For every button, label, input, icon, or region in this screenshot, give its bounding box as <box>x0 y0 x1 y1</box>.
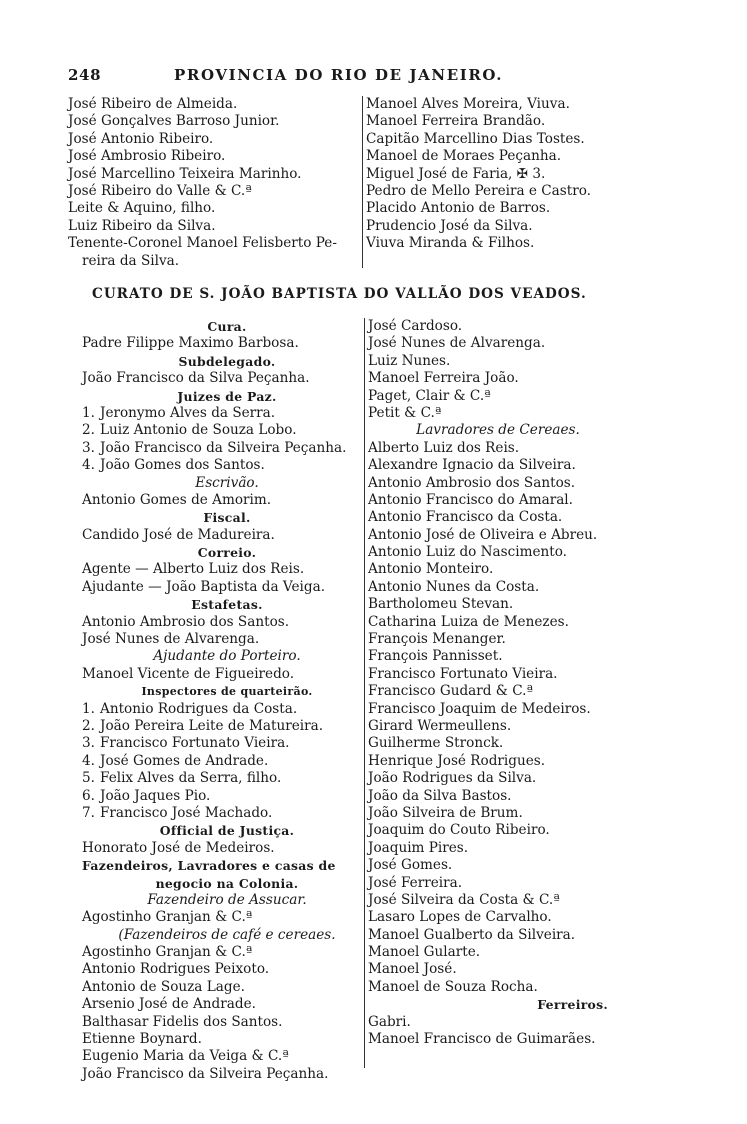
juizes-heading: Juizes de Paz. <box>177 388 277 404</box>
list-item: Antonio Gomes de Amorim. <box>82 491 272 508</box>
list-item: João Rodrigues da Silva. <box>368 770 537 787</box>
list-item: Antonio Nunes da Costa. <box>368 578 540 595</box>
list-item: 3. Francisco Fortunato Vieira. <box>82 735 290 752</box>
list-item: Miguel José de Faria, ✠ 3. <box>366 165 546 182</box>
list-item: Gabri. <box>368 1013 411 1030</box>
list-item: Capitão Marcellino Dias Tostes. <box>366 130 585 147</box>
list-item: Antonio Francisco do Amaral. <box>368 491 573 508</box>
list-item: Antonio Ambrosio dos Santos. <box>82 613 290 630</box>
list-item: 1. Antonio Rodrigues da Costa. <box>82 700 298 717</box>
list-item: Antonio Ambrosio dos Santos. <box>368 474 576 491</box>
estafetas-heading: Estafetas. <box>191 597 263 613</box>
list-item: Francisco Gudard & C.ª <box>368 683 533 700</box>
list-item: Placido Antonio de Barros. <box>366 200 551 217</box>
list-item: Antonio Luiz do Nascimento. <box>368 544 568 561</box>
list-item: Padre Filippe Maximo Barbosa. <box>82 335 299 352</box>
list-item: José Antonio Ribeiro. <box>68 130 214 147</box>
list-item: Francisco Fortunato Vieira. <box>368 665 558 682</box>
list-item: Agostinho Granjan & C.ª <box>82 944 253 961</box>
section-title: CURATO DE S. JOÃO BAPTISTA DO VALLÃO DOS VEADOS. <box>92 286 587 302</box>
cereaes-heading: Lavradores de Cereaes. <box>416 422 580 439</box>
list-item: José Ferreira. <box>368 874 463 891</box>
list-item: Manoel Alves Moreira, Viuva. <box>366 96 570 112</box>
list-item: José Cardoso. <box>368 318 463 334</box>
list-item: Luiz Nunes. <box>368 352 451 369</box>
list-item: Ajudante — João Baptista da Veiga. <box>82 578 326 595</box>
list-item: Manoel Vicente de Figueiredo. <box>82 665 295 682</box>
list-item: José Nunes de Alvarenga. <box>82 631 260 648</box>
fiscal-heading: Fiscal. <box>203 510 251 526</box>
list-item: Viuva Miranda & Filhos. <box>366 235 535 252</box>
list-item: Manoel Ferreira Brandão. <box>366 113 546 130</box>
list-item: Joaquim Pires. <box>368 839 469 856</box>
list-item: Antonio de Souza Lage. <box>82 978 245 995</box>
list-item: Bartholomeu Stevan. <box>368 596 514 613</box>
ferreiros-heading: Ferreiros. <box>537 997 608 1013</box>
list-item: Lasaro Lopes de Carvalho. <box>368 909 552 926</box>
list-item: Manoel de Souza Rocha. <box>368 978 538 995</box>
list-item: François Pannisset. <box>368 648 503 665</box>
list-item: Candido José de Madureira. <box>82 526 275 543</box>
cafe-heading: (Fazendeiros de café e cereaes. <box>118 926 336 943</box>
list-item: Henrique José Rodrigues. <box>368 752 546 769</box>
list-item: 3. João Francisco da Silveira Peçanha. <box>82 439 347 456</box>
inspectores-heading: Inspectores de quarteirão. <box>141 685 313 699</box>
list-item: Antonio Monteiro. <box>368 561 494 578</box>
list-item: José Ribeiro de Almeida. <box>68 96 238 112</box>
list-item: João da Silva Bastos. <box>368 787 512 804</box>
list-item: Balthasar Fidelis dos Santos. <box>82 1013 283 1030</box>
list-item: Manoel Francisco de Guimarães. <box>368 1031 596 1048</box>
list-item: José Silveira da Costa & C.ª <box>368 891 560 908</box>
left-column <box>82 318 372 1083</box>
list-item: José Marcellino Teixeira Marinho. <box>68 165 302 182</box>
list-item: 2. João Pereira Leite de Matureira. <box>82 717 324 734</box>
list-item: Alexandre Ignacio da Silveira. <box>368 457 576 474</box>
list-item: 7. Francisco José Machado. <box>82 804 273 821</box>
list-item: Pedro de Mello Pereira e Castro. <box>366 182 591 199</box>
list-item: Alberto Luiz dos Reis. <box>368 439 520 456</box>
list-item: Arsenio José de Andrade. <box>82 996 256 1013</box>
list-item: Manoel Gularte. <box>368 944 481 961</box>
list-item: Girard Wermeullens. <box>368 717 512 734</box>
list-item: Manoel Gualberto da Silveira. <box>368 926 576 943</box>
list-item: José Nunes de Alvarenga. <box>368 335 546 352</box>
column-divider <box>364 318 365 1068</box>
porteiro-heading: Ajudante do Porteiro. <box>153 648 301 665</box>
list-item: Tenente-Coronel Manoel Felisberto Pe- <box>68 235 337 252</box>
list-item: Leite & Aquino, filho. <box>68 200 216 217</box>
list-item: Petit & C.ª <box>368 404 442 421</box>
assucar-heading: Fazendeiro de Assucar. <box>147 891 307 908</box>
list-item: Guilherme Stronck. <box>368 735 504 752</box>
subdelegado-heading: Subdelegado. <box>178 353 276 369</box>
list-item: Joaquim do Couto Ribeiro. <box>368 822 550 839</box>
list-item: João Francisco da Silva Peçanha. <box>82 370 310 387</box>
right-column <box>368 318 628 1048</box>
list-item: Agostinho Granjan & C.ª <box>82 909 253 926</box>
cura-heading: Cura. <box>207 319 247 334</box>
list-item: José Gomes. <box>368 857 453 874</box>
list-item: 1. Jeronymo Alves da Serra. <box>82 404 276 421</box>
list-item: José Ribeiro do Valle & C.ª <box>68 182 252 199</box>
fazendeiros-heading-cont: negocio na Colonia. <box>155 875 299 891</box>
list-item: José Gonçalves Barroso Junior. <box>68 113 280 130</box>
list-item: Manoel de Moraes Peçanha. <box>366 148 562 165</box>
list-item: Catharina Luiza de Menezes. <box>368 613 569 630</box>
list-item-continuation: reira da Silva. <box>82 252 180 269</box>
list-item: Manoel Ferreira João. <box>368 370 519 387</box>
list-item: José Ambrosio Ribeiro. <box>68 148 226 165</box>
justica-heading: Official de Justiça. <box>159 823 295 839</box>
fazendeiros-heading: Fazendeiros, Lavradores e casas de <box>82 858 336 874</box>
top-left-list <box>68 96 358 270</box>
list-item: Manoel José. <box>368 961 457 978</box>
list-item: 5. Felix Alves da Serra, filho. <box>82 770 282 787</box>
list-item: Agente — Alberto Luiz dos Reis. <box>82 561 305 578</box>
list-item: Etienne Boynard. <box>82 1031 202 1048</box>
list-item: Paget, Clair & C.ª <box>368 387 491 404</box>
list-item: Antonio Rodrigues Peixoto. <box>82 961 270 978</box>
correio-heading: Correio. <box>197 545 257 561</box>
escrivao-heading: Escrivão. <box>195 474 259 491</box>
list-item: Honorato José de Medeiros. <box>82 839 275 856</box>
list-item: 4. João Gomes dos Santos. <box>82 457 265 474</box>
list-item: Antonio Francisco da Costa. <box>368 509 563 526</box>
running-title: PROVINCIA DO RIO DE JANEIRO. <box>174 66 504 84</box>
list-item: 2. Luiz Antonio de Souza Lobo. <box>82 422 297 439</box>
list-item: Eugenio Maria da Veiga & C.ª <box>82 1048 289 1065</box>
list-item: François Menanger. <box>368 631 506 648</box>
list-item: Luiz Ribeiro da Silva. <box>68 217 216 234</box>
column-divider <box>362 96 363 268</box>
list-item: Antonio José de Oliveira e Abreu. <box>368 526 598 543</box>
page-number: 248 <box>68 66 102 84</box>
list-item: João Silveira de Brum. <box>368 804 523 821</box>
list-item: Prudencio José da Silva. <box>366 217 533 234</box>
top-right-list <box>366 96 616 253</box>
list-item: João Francisco da Silveira Peçanha. <box>82 1065 329 1082</box>
list-item: 6. João Jaques Pio. <box>82 787 211 804</box>
list-item: 4. José Gomes de Andrade. <box>82 752 269 769</box>
list-item: Francisco Joaquim de Medeiros. <box>368 700 591 717</box>
